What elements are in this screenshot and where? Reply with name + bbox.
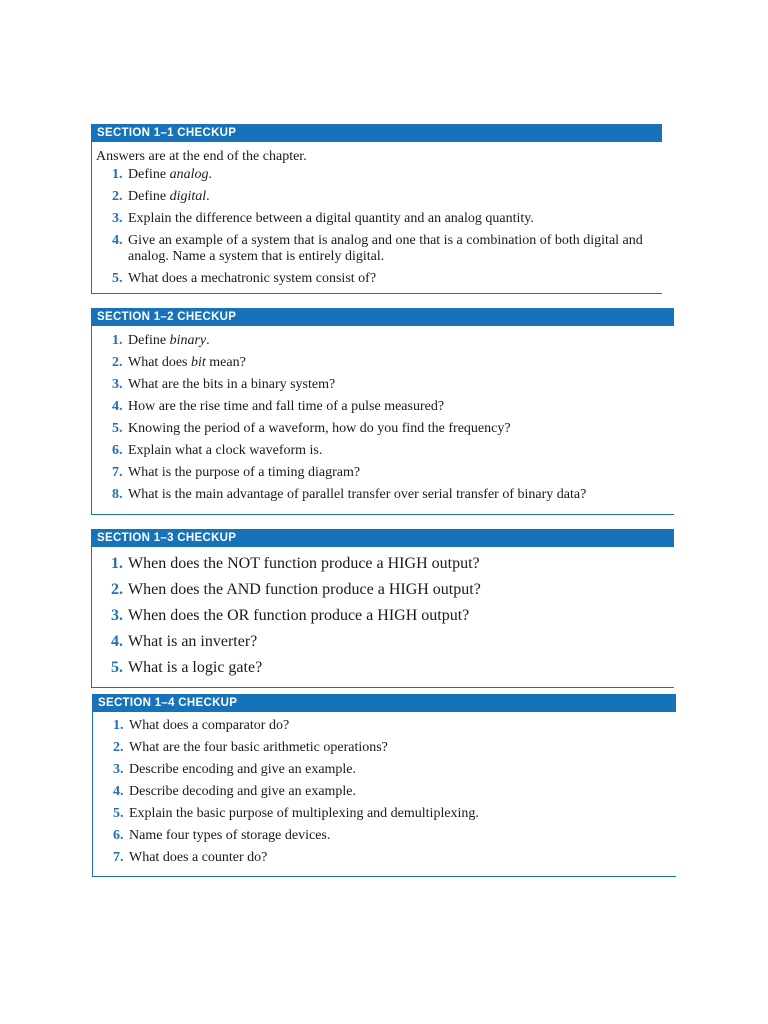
list-item: 2. What does bit mean? (112, 355, 246, 370)
question-number: 2. (111, 581, 123, 598)
section-1-3-checkup (91, 529, 674, 688)
section-1-2-checkup (91, 308, 674, 515)
list-item: 2. What are the four basic arithmetic operations? (113, 740, 388, 755)
question-number: 4. (113, 784, 124, 799)
list-item: 1. Define analog. (112, 167, 212, 182)
question-list (92, 167, 662, 287)
list-item: 1. What does a comparator do? (113, 718, 290, 733)
list-item: 7. What is the purpose of a timing diagram? (112, 465, 361, 480)
question-list (92, 333, 674, 503)
question-number: 2. (112, 355, 123, 370)
question-number: 6. (112, 443, 123, 458)
question-number: 3. (112, 211, 123, 226)
section-1-4-checkup (92, 694, 676, 877)
question-number: 3. (112, 377, 123, 392)
list-item: 3. Explain the difference between a digital quantity and an analog quantity. (112, 211, 534, 226)
list-item: 1. Define binary. (112, 333, 210, 348)
question-number: 1. (111, 555, 123, 572)
section-header: SECTION 1–2 CHECKUP (92, 308, 674, 326)
question-number: 3. (111, 607, 123, 624)
list-item: 4. Describe decoding and give an example. (113, 784, 357, 799)
section-header: SECTION 1–1 CHECKUP (92, 124, 662, 142)
list-item: 3. Describe encoding and give an example. (113, 762, 357, 777)
section-header: SECTION 1–4 CHECKUP (93, 694, 676, 712)
list-item: 5. Explain the basic purpose of multiplexing and demultiplexing. (113, 806, 479, 821)
list-item: 4. How are the rise time and fall time of a pulse measured? (112, 399, 445, 414)
list-item: 2. Define digital. (112, 189, 210, 204)
question-number: 7. (112, 465, 123, 480)
question-number: 5. (113, 806, 124, 821)
question-number: 3. (113, 762, 124, 777)
list-item: 4. What is an inverter? (111, 633, 258, 650)
question-number: 1. (112, 167, 123, 182)
question-number: 1. (112, 333, 123, 348)
list-item: 3. When does the OR function produce a HIGH output? (111, 607, 470, 624)
list-item: 6. Name four types of storage devices. (113, 828, 331, 843)
question-list (92, 555, 674, 677)
question-number: 4. (112, 399, 123, 414)
question-number: 5. (112, 271, 123, 286)
list-item: 3. What are the bits in a binary system? (112, 377, 336, 392)
question-number: 4. (112, 233, 123, 248)
list-item: 5. What does a mechatronic system consist of? (112, 271, 377, 286)
question-number: 2. (113, 740, 124, 755)
question-number: 7. (113, 850, 124, 865)
list-item: 4. Give an example of a system that is analog and one that is a combination of both digital and analog. Name a system that is entirely digital. (112, 233, 643, 264)
list-item: 5. Knowing the period of a waveform, how do you find the frequency? (112, 421, 511, 436)
question-number: 1. (113, 718, 124, 733)
question-number: 2. (112, 189, 123, 204)
list-item: 5. What is a logic gate? (111, 659, 263, 676)
question-number: 4. (111, 633, 123, 650)
list-item: 6. Explain what a clock waveform is. (112, 443, 323, 458)
list-item: 7. What does a counter do? (113, 850, 268, 865)
section-1-1-checkup (91, 124, 662, 294)
list-item: 8. What is the main advantage of parallel transfer over serial transfer of binary data? (112, 487, 587, 502)
question-number: 5. (111, 659, 123, 676)
list-item: 1. When does the NOT function produce a HIGH output? (111, 555, 480, 572)
list-item: 2. When does the AND function produce a HIGH output? (111, 581, 481, 598)
section-header: SECTION 1–3 CHECKUP (92, 529, 674, 547)
question-list (93, 718, 676, 866)
question-number: 8. (112, 487, 123, 502)
section-intro: Answers are at the end of the chapter. (96, 149, 307, 164)
question-number: 6. (113, 828, 124, 843)
question-number: 5. (112, 421, 123, 436)
